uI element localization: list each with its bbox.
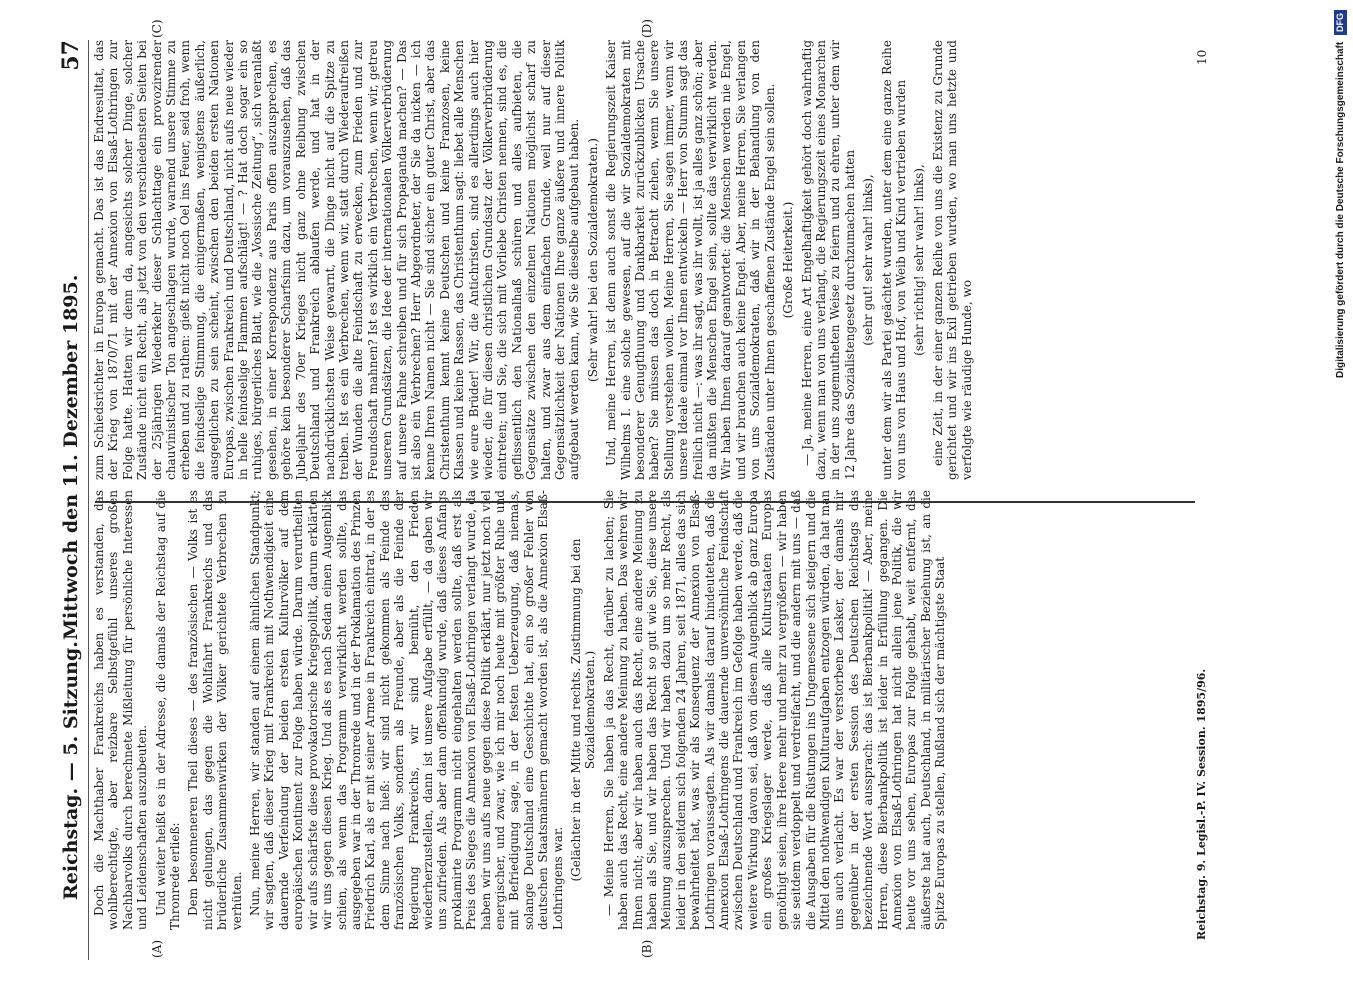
paragraph: — Meine Herren, Sie haben ja das Recht, darüber zu lachen; Sie haben auch das Recht, eine andere Meinung zu haben. Das wehren wir Ihnen nicht; aber wir haben auch das Recht, eine andere Meinung zu haben als Sie, und wir haben das Recht so gut wie Sie, diese unsere Meinung auszusprechen. Und wir haben dazu um so mehr Recht, als leider in den seitdem sich folgenden 24 Jahren, seit 1871, alles das sich bewahrheitet hat, was wir als Konsequenz der Annexion von Elsaß-Lothringen voraussagten. Als wir damals darauf hindeuteten, daß die Annexion Elsaß-Lothringens die dauernde unversöhnliche Feindschaft zwischen Deutschland und Frankreich im Gefolge haben werde, daß die weitere Wirkung davon sei, daß von diesem Augenblick ab ganz Europa ein großes Kriegslager werde, daß alle Kulturstaaten Europas genöthigt seien, ihre Heere mehr und mehr zu vergrößern — wir haben sie seitdem verdoppelt und verdreifacht, und die andern mit uns — daß die Ausgaben für die Rüstungen ins Ungemessene sich steigern und die Mittel den nothwendigen Kulturaufgaben entzogen würden, da hat man uns auch verlacht. Es war der verstorbene Lasker, der damals mir gegenüber in der ersten Session des Deutschen Reichstags das bezeichnende Wort aussprach: das ist Bierbankpolitik! — Aber, meine Herren, diese Bierbankpolitik ist leider in Erfüllung gegangen. Die Annexion von Elsaß-Lothringen hat nicht allein jene Politik, die wir heute vor uns sehen, Europas zur Folge gehabt, weit entfernt, das äußerste hat auch, Deutschland, in militärischer Beziehung ist, an die Spitze Europas zu stellen, Rußland sich der mächtigste Staat <box>601 490 948 930</box>
interjection: (sehr gut! sehr wahr! links), <box>861 174 876 346</box>
paragraph: zum Schiedsrichter in Europa gemacht. Das ist das Endresultat, das der Krieg von 1870/71 mit der Annexion von Elsaß-Lothringen zur Folge hatte. Hatten wir denn da, angesichts solcher Dinge, solcher Zustände nicht ein Recht, als jetzt von den verschiedensten Seiten bei der 25jährigen Wiederkehr dieser Schlachttage ein provozirender chauvinistischer Ton angeschlagen wurde, warnend unsere Stimme zu erheben und zu rathen: gießt nicht noch Oel ins Feuer, seid froh, wenn die feindselige Stimmung, die einigermaßen, wenigstens äußerlich, ausgeglichen zu sein scheint, zwischen den beiden ersten Nationen Europas, zwischen Frankreich und Deutschland, nicht aufs neue wieder in helle feindselige Flammen aufschlägt! — ? Hat doch sogar ein so ruhiges, bürgerliches Blatt, wie die „Vossische Zeitung“, sich veranlaßt gesehen, in einer Korrespondenz aus Paris offen auszusprechen, es gehöre kein besonderer Scharfsinn dazu, um vorauszusehen, daß das Jubeljahr des 70er Krieges nicht ganz ohne Reibung zwischen Deutschland und Frankreich ablaufen werde, und hat in der nachdrücklichsten Weise gewarnt, die Dinge nicht auf die Spitze zu treiben. Ist es ein Verbrechen, wenn wir, statt durch Wiederaufreißen der Wunden die alte Feindschaft zu erwecken, zum Frieden und zur Freundschaft mahnen? Ist es wirklich ein Verbrechen, wenn wir, getreu unseren Grundsätzen, die Idee der internationalen Völkerverbrüderung auf unsere Fahne schreiben und für sich Propaganda machen? — Das ist also ein Verbrechen? Herr Abgeordneter, der Sie da nicken — ich kenne Ihren Namen nicht — Sie sind sicher ein guter Christ, aber das Christenthum kennt keine Deutschen und keine Franzosen, keine Klassen und keine Rassen, das Christenthum sagt: liebet alle Menschen wie eure Brüder! Wir, die Antichristen, sind es allerdings auch hier wieder, die für diesen christlichen Grundsatz der Völkerverbrüderung eintreten; und Sie, die sich mit Vorliebe Christen nennen, sind es, die geflissentlich den Nationalhaß schüren und alles aufbieten, die Gegensätze zwischen den einzelnen Nationen möglichst scharf zu halten, und zwar aus dem einfachen Grunde, weil nur auf dieser Gegensätzlichkeit der Nationen Ihre ganze äußere und innere Politik aufgebaut werden kann, wie Sie dieselbe aufgebaut haben. <box>92 40 582 480</box>
dfg-logo: DFG <box>1334 10 1347 35</box>
margin-marker-c: (C) <box>150 19 164 38</box>
right-column <box>92 40 1192 480</box>
margin-marker-a: (A) <box>150 939 164 958</box>
margin-marker-b: (B) <box>640 939 654 958</box>
digitization-credit <box>1330 10 1352 995</box>
header-left: Reichstag. — 5. Sitzung. <box>60 641 82 900</box>
interjection: (Große Heiterkeit.) <box>781 201 796 319</box>
footer-session-info: Reichstag. 9. Legisl.-P. IV. Session. 1895/96. <box>1195 668 1208 940</box>
paragraph: Doch die Machthaber Frankreichs haben es verstanden, das wohlberechtigte, aber reizbare Selbstgefühl unseres großen Nachbarvolks durch berechnete Mißleitung für persönliche Interessen und Leidenschaften auszubeuten. <box>92 490 150 930</box>
paragraph: Nun, meine Herren, wir standen auf einem ähnlichen Standpunkt; wir sagten, daß dieser Krieg mit Frankreich mit Nothwendigkeit eine dauernde Verfeindung der beiden ersten Kulturvölker auf dem europäischen Kontinent zur Folge haben würde. Darum verurtheilten wir aufs schärfste diese provokatorische Kriegspolitik, darum erklärten wir uns gegen diesen Krieg. Und als es nach Sedan einen Augenblick schien, als wenn das Programm verwirklicht werden sollte, das ausgegeben war in der Thronrede und in der Proklamation des Prinzen Friedrich Karl, als er mit seiner Armee in Frankreich eintrat, in der es dem Sinne nach hieß: wir sind nicht gekommen als Feinde des französischen Volks, sondern als Freunde, aber als die Feinde der Regierung Frankreichs, wir sind bemüht, den Frieden wiederherzustellen, dann ist unsere Aufgabe erfüllt, — da gaben wir uns zufrieden. Als aber dann offenkundig wurde, daß dieses Anfangs proklamirte Programm nicht eingehalten werden sollte, daß erst als Preis des Sieges die Annexion von Elsaß-Lothringen verlangt wurde, da haben wir uns aufs neue gegen diese Politik erklärt, nur jetzt noch viel energischer, und zwar, wie ich mir noch heute mit größter Ruhe und mit Befriedigung sage, in der festen Ueberzeugung, daß niemals, solange Deutschland eine Geschichte hat, ein so großer Fehler von deutschen Staatsmännern gemacht worden ist, als die Annexion Elsaß-Lothringens war. <box>248 490 565 930</box>
paragraph: Und weiter heißt es in der Adresse, die damals der Reichstag auf die Thronrede erließ: <box>153 490 183 930</box>
header-rule <box>88 40 89 960</box>
interjection: (Sehr wahr! bei den Sozialdemokraten.) <box>585 138 600 382</box>
paragraph: — Ja, meine Herren, eine Art Engelhaftigkeit gehört doch wahrhaftig dazu, wenn man von uns verlangt, die Regierungszeit eines Monarchen in der uns zugemutheten Weise zu feiern und zu ehren, unter dem wir 12 Jahre das Sozialistengesetz durchzumachen hatten <box>799 40 857 480</box>
left-column <box>92 490 1172 930</box>
column-divider <box>95 501 1195 503</box>
header-center: Mittwoch den 11. Dezember 1895. <box>60 274 82 640</box>
paragraph: eine Zeit, in der einer ganzen Reihe von uns die Existenz zu Grunde gerichtet und wir ins Exil getrieben wurden, wo man uns hetzte und verfolgte wie räudige Hunde, wo <box>930 40 974 480</box>
interjection: (sehr richtig! sehr wahr! links), <box>912 164 927 356</box>
margin-marker-d: (D) <box>640 19 654 38</box>
paragraph: Und, meine Herren, ist denn auch sonst die Regierungszeit Kaiser Wilhelms I. eine solche gewesen, auf die wir Sozialdemokraten mit besonderer Genugthuung und Dankbarkeit zurückzublicken Ursache haben? Sie müssen das doch in Betracht ziehen, wenn Sie unsere Stellung verstehen wollen. Meine Herren, Sie sagen immer, wenn wir unsere Ideale einmal vor Ihnen entwickeln — Herr von Stumm sagt das freilich nicht —: was ihr sagt, was ihr wollt, ist ja alles ganz schön; aber da müßten die Menschen Engel sein, sollte das verwirklicht werden. Wir haben Ihnen darauf geantwortet: die Menschen werden nie Engel, und wir brauchen auch keine Engel. Aber, meine Herren, Sie verlangen von uns Sozialdemokraten, daß wir in der Behandlung von den Zuständen unter Ihnen geschaffenen Zustände Engel sein sollen. <box>604 40 777 480</box>
credit-text: Digitalisierung gefördert durch die Deutsche Forschungsgemeinschaft <box>1335 41 1346 378</box>
page-header <box>58 40 86 960</box>
page-number: 57 <box>58 40 84 71</box>
credit-rotated <box>1330 10 1352 995</box>
quote-paragraph: Dem besonneneren Theil dieses — des französischen — Volks ist es nicht gelungen, das gegen die Wohlfahrt Frankreichs und das brüderliche Zusammenwirken der Völker gerichtete Verbrechen zu verhüten. <box>186 490 244 930</box>
sheet-number: 10 <box>1195 49 1209 65</box>
interjection: (Gelächter in der Mitte und rechts. Zustimmung bei den Sozialdemokraten.) <box>569 538 598 882</box>
paragraph: unter dem wir als Partei geächtet wurden, unter dem eine ganze Reihe von uns von Haus und Hof, von Weib und Kind vertrieben wurden <box>879 40 908 480</box>
